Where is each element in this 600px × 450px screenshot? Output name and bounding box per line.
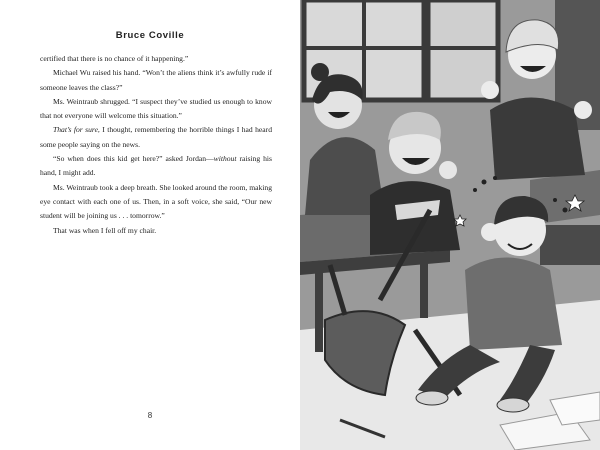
- paragraph: Ms. Weintraub shrugged. “I suspect they’ve studied us enough to know that not everyone will welcome this situation.”: [40, 96, 272, 121]
- classroom-illustration: [300, 0, 600, 450]
- paragraph: certified that there is no chance of it happening.”: [40, 54, 189, 63]
- running-head: Bruce Coville: [115, 30, 185, 41]
- paragraph: “So when does this kid get here?” asked Jordan—without raising his hand, I might add.: [40, 154, 273, 178]
- right-page-illustration: [300, 0, 600, 450]
- paragraph: Michael Wu raised his hand. “Won’t the aliens think it’s awfully rude if someone leaves the class?”: [40, 68, 272, 92]
- body-text: [40, 52, 272, 238]
- paragraph: That was when I fell off my chair.: [53, 225, 157, 235]
- page-number: 8: [147, 411, 153, 420]
- paragraph: That’s for sure, I thought, remembering the horrible things I had heard some people saying on the news.: [40, 125, 272, 149]
- paragraph: Ms. Weintraub took a deep breath. She looked around the room, making eye contact with each one of us. Then, in a soft voice, she said, “Our new student will be joining us . . . tomorrow.”: [40, 182, 272, 221]
